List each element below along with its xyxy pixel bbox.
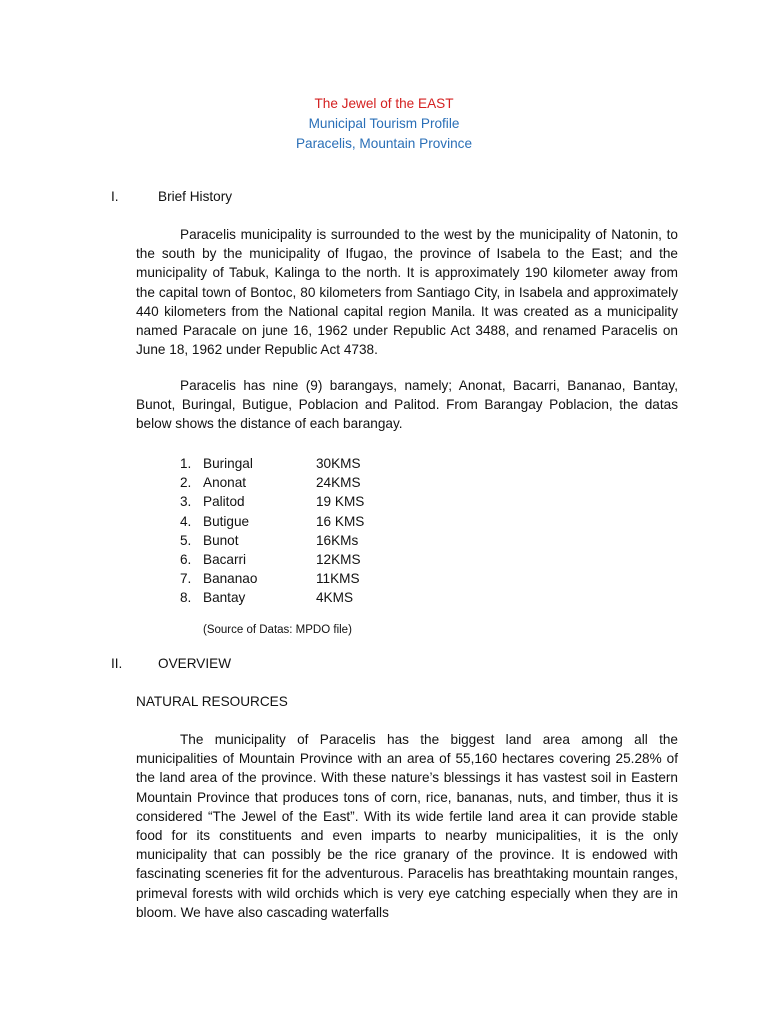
barangay-distance: 24KMS — [316, 475, 361, 491]
barangay-distance: 11KMS — [316, 571, 360, 587]
barangay-name: Bunot — [203, 532, 239, 548]
section-heading-brief-history — [0, 187, 768, 206]
barangay-distance: 19 KMS — [316, 494, 365, 510]
barangay-name: Buringal — [203, 456, 253, 471]
barangay-name: Bananao — [203, 571, 258, 587]
barangay-distance: 12KMS — [316, 551, 361, 567]
document-title: The Jewel of the EAST — [314, 96, 454, 111]
section-heading-overview — [0, 654, 768, 673]
section-number: II. — [111, 656, 123, 671]
barangay-name: Bantay — [203, 590, 246, 606]
barangay-distance: 4KMS — [316, 590, 354, 606]
history-paragraph: Paracelis municipality is surrounded to the west by the municipality of Natonin, to the south by the municipality of Ifugao, the province of Isabela to the East; and the municipality of Tabuk, Kalinga to the north. It is approximately 190 kilometer away from the capital town of Bontoc, 80 kilometers from Santiago City, in Isabela and approximately 440 kilometers from the National capital region Manila. It was created as a municipality named Paracale on june 16, 1962 under Republic Act 3488, and renamed Paracelis on June 18, 1962 under Republic Act 4738. — [136, 227, 678, 358]
natural-resources-paragraph: The municipality of Paracelis has the biggest land area among all the municipalities of Mountain Province with an area of 55,160 hectares covering 25.28% of the land area of the province. With these nature’s blessings it has vastest soil in Eastern Mountain Province that produces tons of corn, rice, bananas, nuts, and timber, thus it is considered “The Jewel of the East”. With its wide fertile land area it can provide stable food for its constituents and even imparts to nearby municipalities, it is the only municipality that can possibly be the rice granary of the province. It is endowed with fascinating sceneries fit for the adventurous. Paracelis has breathtaking mountain ranges, primeval forests with wild orchids which is very eye catching especially when they are in bloom. We have also cascading waterfalls — [136, 732, 678, 920]
document-location: Paracelis, Mountain Province — [295, 136, 473, 151]
section-title: OVERVIEW — [158, 656, 232, 671]
document-title-block — [0, 94, 768, 154]
section-number: I. — [111, 189, 119, 204]
barangay-distance: 16 KMS — [316, 513, 365, 529]
barangay-distance: 16KMs — [316, 532, 359, 548]
document-page: The Jewel of the EAST Municipal Tourism Profile Paracelis, Mountain Province I. Brief History Paracelis municipality is surrounded to the west by the municipality of Natonin, to the south by the municipality of Ifugao, the province of Isabela to the East; and the municipality of Tabuk, Kalinga to the north. It is approximately 190 kilometer away from the capital town of Bontoc, 80 kilometers from Santiago City, in Isabela and approximately 440 kilometers from the National capital region Manila. It was created as a municipality named Paracale on june 16, 1962 under Republic Act 3488, and renamed Paracelis on June 18, 1962 under Republic Act 4738. Paracelis has nine (9) barangays, namely; Anonat, Bacarri, Bananao, Bantay, Bunot, Buringal, Butigue, Poblacion and Palitod. From Barangay Poblacion, the datas below shows the distance of each barangay. 1. Buringal 30KMS 2. Anonat 24KMS 3. Palitod 19 KMS 4. Butigue 16 KMS 5. Bunot 16KMs 6. Bacarri 12KMS 7. Bananao 11KMS 8. Bantay 4KMS (Source of Datas: MPDO file) II. OVERVIEW NATURAL RESOURCES The municipality of Paracelis has the biggest land area among all the municipalities of Mountain Province with an area of 55,160 hectares covering 25.28% of the land area of the province. With these nature’s blessings it has vastest soil in Eastern Mountain Province that produces tons of corn, rice, bananas, nuts, and timber, thus it is considered “The Jewel of the East”. With its wide fertile land area it can provide stable food for its constituents and even imparts to nearby municipalities, it is the only municipality that can possibly be the rice granary of the province. It is endowed with fascinating sceneries fit for the adventurous. Paracelis has breathtaking mountain ranges, primeval forests with wild orchids which is very eye catching especially when they are in bloom. We have also cascading waterfalls — [0, 0, 768, 1024]
document-subtitle: Municipal Tourism Profile — [308, 116, 460, 131]
data-source-note: (Source of Datas: MPDO file) — [203, 624, 352, 636]
barangays-paragraph: Paracelis has nine (9) barangays, namely; Anonat, Bacarri, Bananao, Bantay, Bunot, Buringal, Butigue, Poblacion and Palitod. From Barangay Poblacion, the datas below shows the distance of each barangay. — [136, 378, 678, 432]
section-title: Brief History — [158, 189, 233, 204]
barangay-name: Bacarri — [203, 551, 247, 567]
barangay-name: Anonat — [203, 475, 247, 491]
barangay-distance: 30KMS — [316, 456, 361, 471]
barangay-name: Palitod — [203, 494, 245, 510]
barangay-name: Butigue — [203, 513, 250, 529]
subsection-title: NATURAL RESOURCES — [136, 694, 288, 709]
